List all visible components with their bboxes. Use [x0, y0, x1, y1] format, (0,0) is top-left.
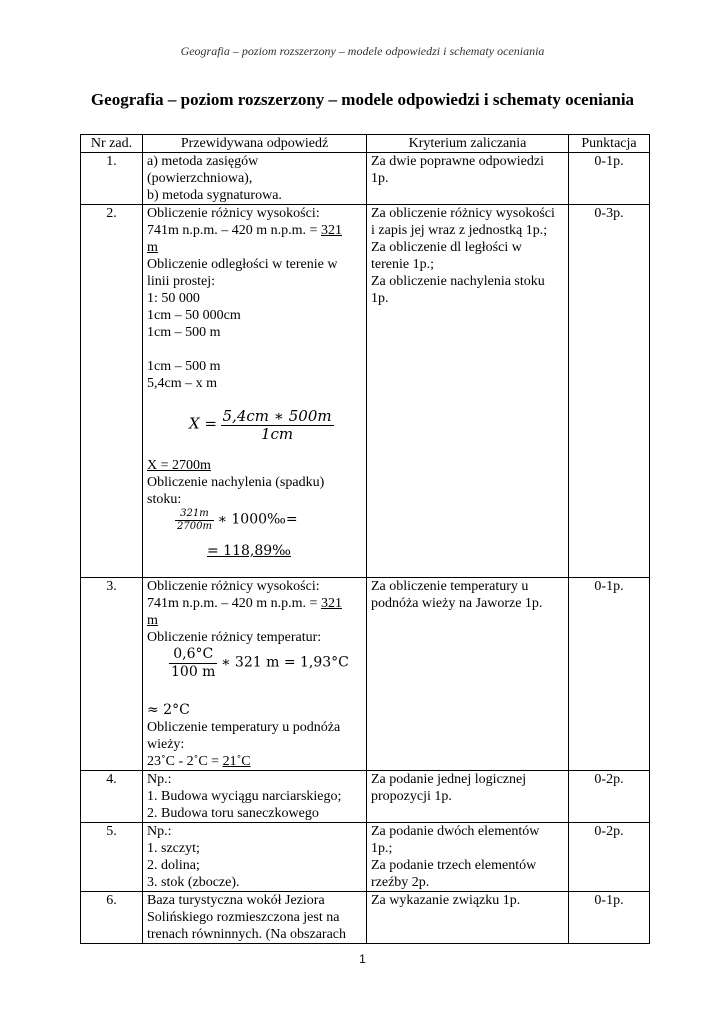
fraction: [221, 408, 334, 443]
criteria-line: podnóża wieży na Jaworze 1p.: [371, 596, 543, 611]
answer-line: Np.:: [147, 824, 172, 839]
answer-line: 2. dolina;: [147, 858, 200, 873]
grading-criteria: [367, 892, 569, 944]
formula-rest: ∗ 321 m = 1,93°C: [220, 654, 349, 671]
task-number: 3.: [81, 578, 143, 771]
answer-line: 1cm – 50 000cm: [147, 308, 241, 323]
fraction-denominator: 2700m: [177, 521, 212, 532]
grading-criteria: [367, 153, 569, 205]
answer-text: 23˚C - 2˚C =: [147, 754, 223, 769]
grading-criteria: [367, 205, 569, 578]
answer-line: linii prostej:: [147, 274, 216, 289]
answer-line: [147, 595, 362, 612]
answer-line: 1. Budowa wyciągu narciarskiego;: [147, 789, 342, 804]
expected-answer: [143, 771, 367, 823]
criteria-line: propozycji 1p.: [371, 789, 452, 804]
criteria-line: Za obliczenie dl ległości w: [371, 240, 522, 255]
answer-line: Obliczenie różnicy temperatur:: [147, 630, 322, 645]
points: 0-1p.: [569, 153, 650, 205]
answer-line: (powierzchniowa),: [147, 171, 253, 186]
height-difference-result: 321: [320, 223, 342, 238]
final-temperature-result: 21˚C: [222, 754, 251, 769]
distance-result: X = 2700m: [147, 458, 211, 473]
criteria-line: Za dwie poprawne odpowiedzi: [371, 154, 544, 169]
fraction-denominator: 1cm: [260, 425, 294, 443]
fraction-denominator: 100 m: [171, 664, 216, 680]
distance-formula: [147, 408, 362, 443]
points: 0-2p.: [569, 823, 650, 892]
expected-answer: [143, 153, 367, 205]
table-row: [81, 771, 650, 823]
table-row: [81, 153, 650, 205]
criteria-line: 1p.: [371, 171, 389, 186]
spacer: [147, 341, 362, 358]
answer-line: 5,4cm – x m: [147, 376, 217, 391]
answer-line: Obliczenie nachylenia (spadku): [147, 475, 325, 490]
criteria-line: Za obliczenie nachylenia stoku: [371, 274, 545, 289]
answer-line: trenach równinnych. (Na obszarach: [147, 927, 347, 942]
fraction-numerator: 5,4cm ∗ 500m: [222, 407, 332, 425]
task-number: 2.: [81, 205, 143, 578]
grading-criteria: [367, 823, 569, 892]
answer-line: wieży:: [147, 737, 185, 752]
answer-line: 3. stok (zbocze).: [147, 875, 240, 890]
height-difference-result: 321: [320, 596, 342, 611]
expected-answer: [143, 205, 367, 578]
slope-result: = 118,89‰: [207, 543, 291, 559]
answer-line: Solińskiego rozmieszczona jest na: [147, 910, 340, 925]
table-row: [81, 892, 650, 944]
answer-line: [147, 222, 362, 239]
running-header: Geografia – poziom rozszerzony – modele odpowiedzi i schematy oceniania: [180, 44, 545, 58]
answer-line: Obliczenie różnicy wysokości:: [147, 206, 320, 221]
answer-line: Obliczenie odległości w terenie w: [147, 257, 338, 272]
answer-line: 1: 50 000: [147, 291, 200, 306]
answer-line: Np.:: [147, 772, 172, 787]
table-row: [81, 205, 650, 578]
criteria-line: Za podanie dwóch elementów: [371, 824, 540, 839]
answer-line: 2. Budowa toru saneczkowego: [147, 806, 319, 821]
criteria-line: 1p.: [371, 291, 389, 306]
criteria-line: Za obliczenie różnicy wysokości: [371, 206, 555, 221]
height-difference-unit: m: [147, 240, 158, 255]
answer-text: 741m n.p.m. – 420 m n.p.m. =: [147, 596, 318, 611]
fraction: [175, 508, 214, 533]
column-header-answer: Przewidywana odpowiedź: [143, 135, 367, 153]
answer-line: Obliczenie temperatury u podnóża: [147, 720, 341, 735]
points: 0-3p.: [569, 205, 650, 578]
task-number: 1.: [81, 153, 143, 205]
answer-text: 741m n.p.m. – 420 m n.p.m. =: [147, 223, 318, 238]
answer-key-table: [80, 134, 650, 944]
spacer: [147, 685, 362, 702]
expected-answer: [143, 823, 367, 892]
table-row: [81, 823, 650, 892]
criteria-line: 1p.;: [371, 841, 393, 856]
answer-line: 1cm – 500 m: [147, 325, 221, 340]
fraction-numerator: 321m: [175, 508, 214, 521]
fraction-numerator: 0,6°C: [169, 646, 217, 664]
answer-line: Baza turystyczna wokół Jeziora: [147, 893, 325, 908]
task-number: 6.: [81, 892, 143, 944]
column-header-points: Punktacja: [569, 135, 650, 153]
formula-lhs: X =: [189, 414, 218, 433]
approx-result: ≈ 2°C: [147, 702, 190, 718]
answer-line: a) metoda zasięgów: [147, 154, 259, 169]
table-row: [81, 578, 650, 771]
task-number: 4.: [81, 771, 143, 823]
column-header-nr: Nr zad.: [81, 135, 143, 153]
fraction: [169, 646, 217, 681]
expected-answer: [143, 578, 367, 771]
document-title: Geografia – poziom rozszerzony – modele odpowiedzi i schematy oceniania: [90, 90, 635, 109]
criteria-line: rzeźby 2p.: [371, 875, 430, 890]
points: 0-1p.: [569, 892, 650, 944]
answer-line: b) metoda sygnaturowa.: [147, 188, 282, 203]
criteria-line: Za obliczenie temperatury u: [371, 579, 529, 594]
table-header-row: [81, 135, 650, 153]
criteria-line: i zapis jej wraz z jednostką 1p.;: [371, 223, 548, 238]
criteria-line: terenie 1p.;: [371, 257, 434, 272]
page-number: 1: [359, 952, 366, 966]
criteria-line: Za podanie trzech elementów: [371, 858, 537, 873]
column-header-criteria: Kryterium zaliczania: [367, 135, 569, 153]
slope-formula: [147, 508, 362, 533]
grading-criteria: [367, 578, 569, 771]
formula-rest: ∗ 1000‰=: [217, 511, 298, 528]
answer-line: stoku:: [147, 492, 182, 507]
points: 0-1p.: [569, 578, 650, 771]
criteria-line: Za podanie jednej logicznej: [371, 772, 527, 787]
height-difference-unit: m: [147, 613, 158, 628]
answer-line: [147, 753, 362, 770]
points: 0-2p.: [569, 771, 650, 823]
answer-line: 1. szczyt;: [147, 841, 200, 856]
answer-line: 1cm – 500 m: [147, 359, 221, 374]
task-number: 5.: [81, 823, 143, 892]
grading-criteria: [367, 771, 569, 823]
expected-answer: [143, 892, 367, 944]
criteria-line: Za wykazanie związku 1p.: [371, 893, 521, 908]
answer-line: Obliczenie różnicy wysokości:: [147, 579, 320, 594]
temperature-formula: [147, 646, 362, 681]
